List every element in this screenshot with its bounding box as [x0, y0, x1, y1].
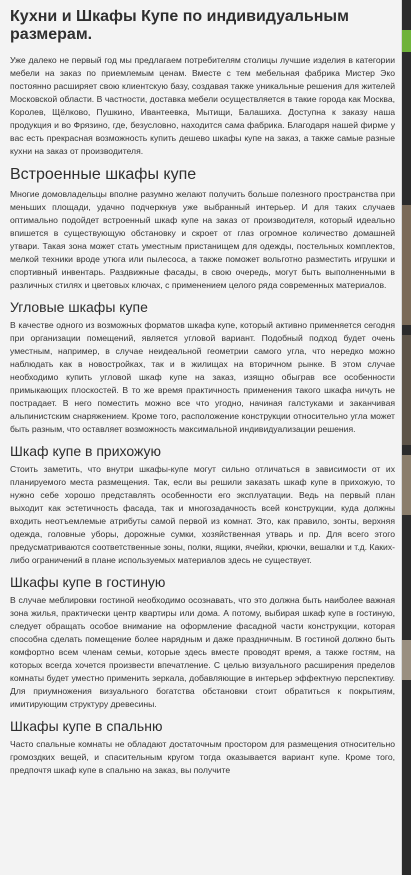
section-heading-corner: Угловые шкафы купе	[10, 299, 148, 315]
article-title: Кухни и Шкафы Купе по индивидуальным размерам.	[10, 8, 349, 43]
sidebar-accent-block	[402, 640, 411, 680]
section-text-hallway: Стоить заметить, что внутри шкафы-купе могут сильно отличаться в зависимости от их планируемого места размещения. Так, если вы решили заказать шкаф купе в прихожую, то нужно себе хорошо представлять особенности его эксплуатации. Ведь на первый план выходит как эстетичность фасада, так и многозадачность всей конструкции, куда должны входить неотъемлемые атрибуты самой первой из комнат. Это, как правило, зонты, верхняя одежда, головные уборы, дорожные сумки, хозяйственная утварь и пр. Для всего этого предусматриваются соответственные зоны, полки, ящики, ячейки, крючки, вешалки и т.д. Каких-либо ограничений в плане используемых материалов здесь не существует.	[10, 464, 395, 565]
section-text-built-in: Многие домовладельцы вполне разумно желают получить больше полезного пространства при меньших площади, удачно подчеркнув уже выбранный интерьер. И для таких случаев оптимально подойдет встроенный шкаф купе на заказ от производителя, который идеально впишется в существующую обстановку и скроет от глаз огромное количество домашней утвари. Такая зона может стать уместным пристанищем для одежды, постельных комплектов, мелкой техники вроде утюга или пылесоса, а также поможет вольготно разместить игрушки и спортивный инвентарь. Раздвижные фасады, в свою очередь, могут быть выполненными в различных стилях и цветовых ключах, с применением целого ряда современных материалов.	[10, 189, 395, 290]
section-heading-living-room: Шкафы купе в гостиную	[10, 574, 166, 590]
sidebar-image-strip	[402, 335, 411, 445]
section-heading-bedroom: Шкафы купе в спальню	[10, 718, 163, 734]
article-intro: Уже далеко не первый год мы предлагаем потребителям столицы лучшие изделия в категории мебели на заказ по приемлемым ценам. Вместе с тем мебельная фабрика Мистер Эко постоянно расширяет свою клиентскую базу, создавая также уникальные решения для жителей Московской области. В частности, доставка мебели осуществляется в такие города как Москва, Королев, Щёлково, Пушкино, Ивантеевка, Мытищи, Балашиха. Доступна к заказу наша продукция и во Фрязино, где, безусловно, находится сама фабрика. Благодаря нашей фирме у вас есть прекрасная возможность купить дешево шкафы купе на заказ, а также самые разные кухни на заказ от производителя.	[10, 55, 395, 156]
section-text-bedroom: Часто спальные комнаты не обладают достаточным простором для размещения относительно громоздких вещей, и спасительным кругом тогда оказывается вариант купе. Кроме того, предпочтя шкаф купе в спальню на заказ, вы получите	[10, 739, 395, 775]
sidebar-image-strip	[402, 455, 411, 515]
section-text-corner: В качестве одного из возможных форматов шкафа купе, который активно применяется сегодня при организации помещений, является угловой вариант. Подобный подход будет очень уместным, например, в случае неидеальной геометрии самого угла, что нередко можно наблюдать как в новостройках, так и в жилищах на вторичном рынке. В этом случае необходимо купить угловой шкаф купе на заказ, изящно обыграв все особенности примыкающих плоскостей. В то же время практичность применения такого шкафа ничуть не пострадает. В него поместить можно все что угодно, начиная галстуками и заканчивая альпинистским снаряжением. Кроме того, расположение конструкции относительно угла может быть разным, что оставляет возможность максимальной индивидуализации решения.	[10, 320, 395, 434]
section-heading-built-in: Встроенные шкафы купе	[10, 166, 197, 183]
sidebar-accent-block	[402, 30, 411, 52]
right-sidebar-edge	[402, 0, 411, 875]
section-text-living-room: В случае меблировки гостиной необходимо осознавать, что это должна быть наиболее важная зона жилья, практически центр квартиры или дома. А потому, выбирая шкаф купе в гостиную, следует обращать особое внимание на оформление фасадной части конструкции, которая способна сделать помещение более нарядным и даже праздничным. В гостиной должно быть комфортно всем членам семьи, которые здесь вместе проводят время, а также гостям, на которых всегда хочется произвести впечатление. С целью визуального расширения пределов комнаты будет уместно применить зеркала, добавляющие в интерьер эффектную перспективу. Для приумножения визуального богатства обстановки стоит обратиться к покрытиям, имитирующим структуру древесины.	[10, 595, 395, 709]
sidebar-image-strip	[402, 205, 411, 325]
section-heading-hallway: Шкаф купе в прихожую	[10, 443, 162, 459]
